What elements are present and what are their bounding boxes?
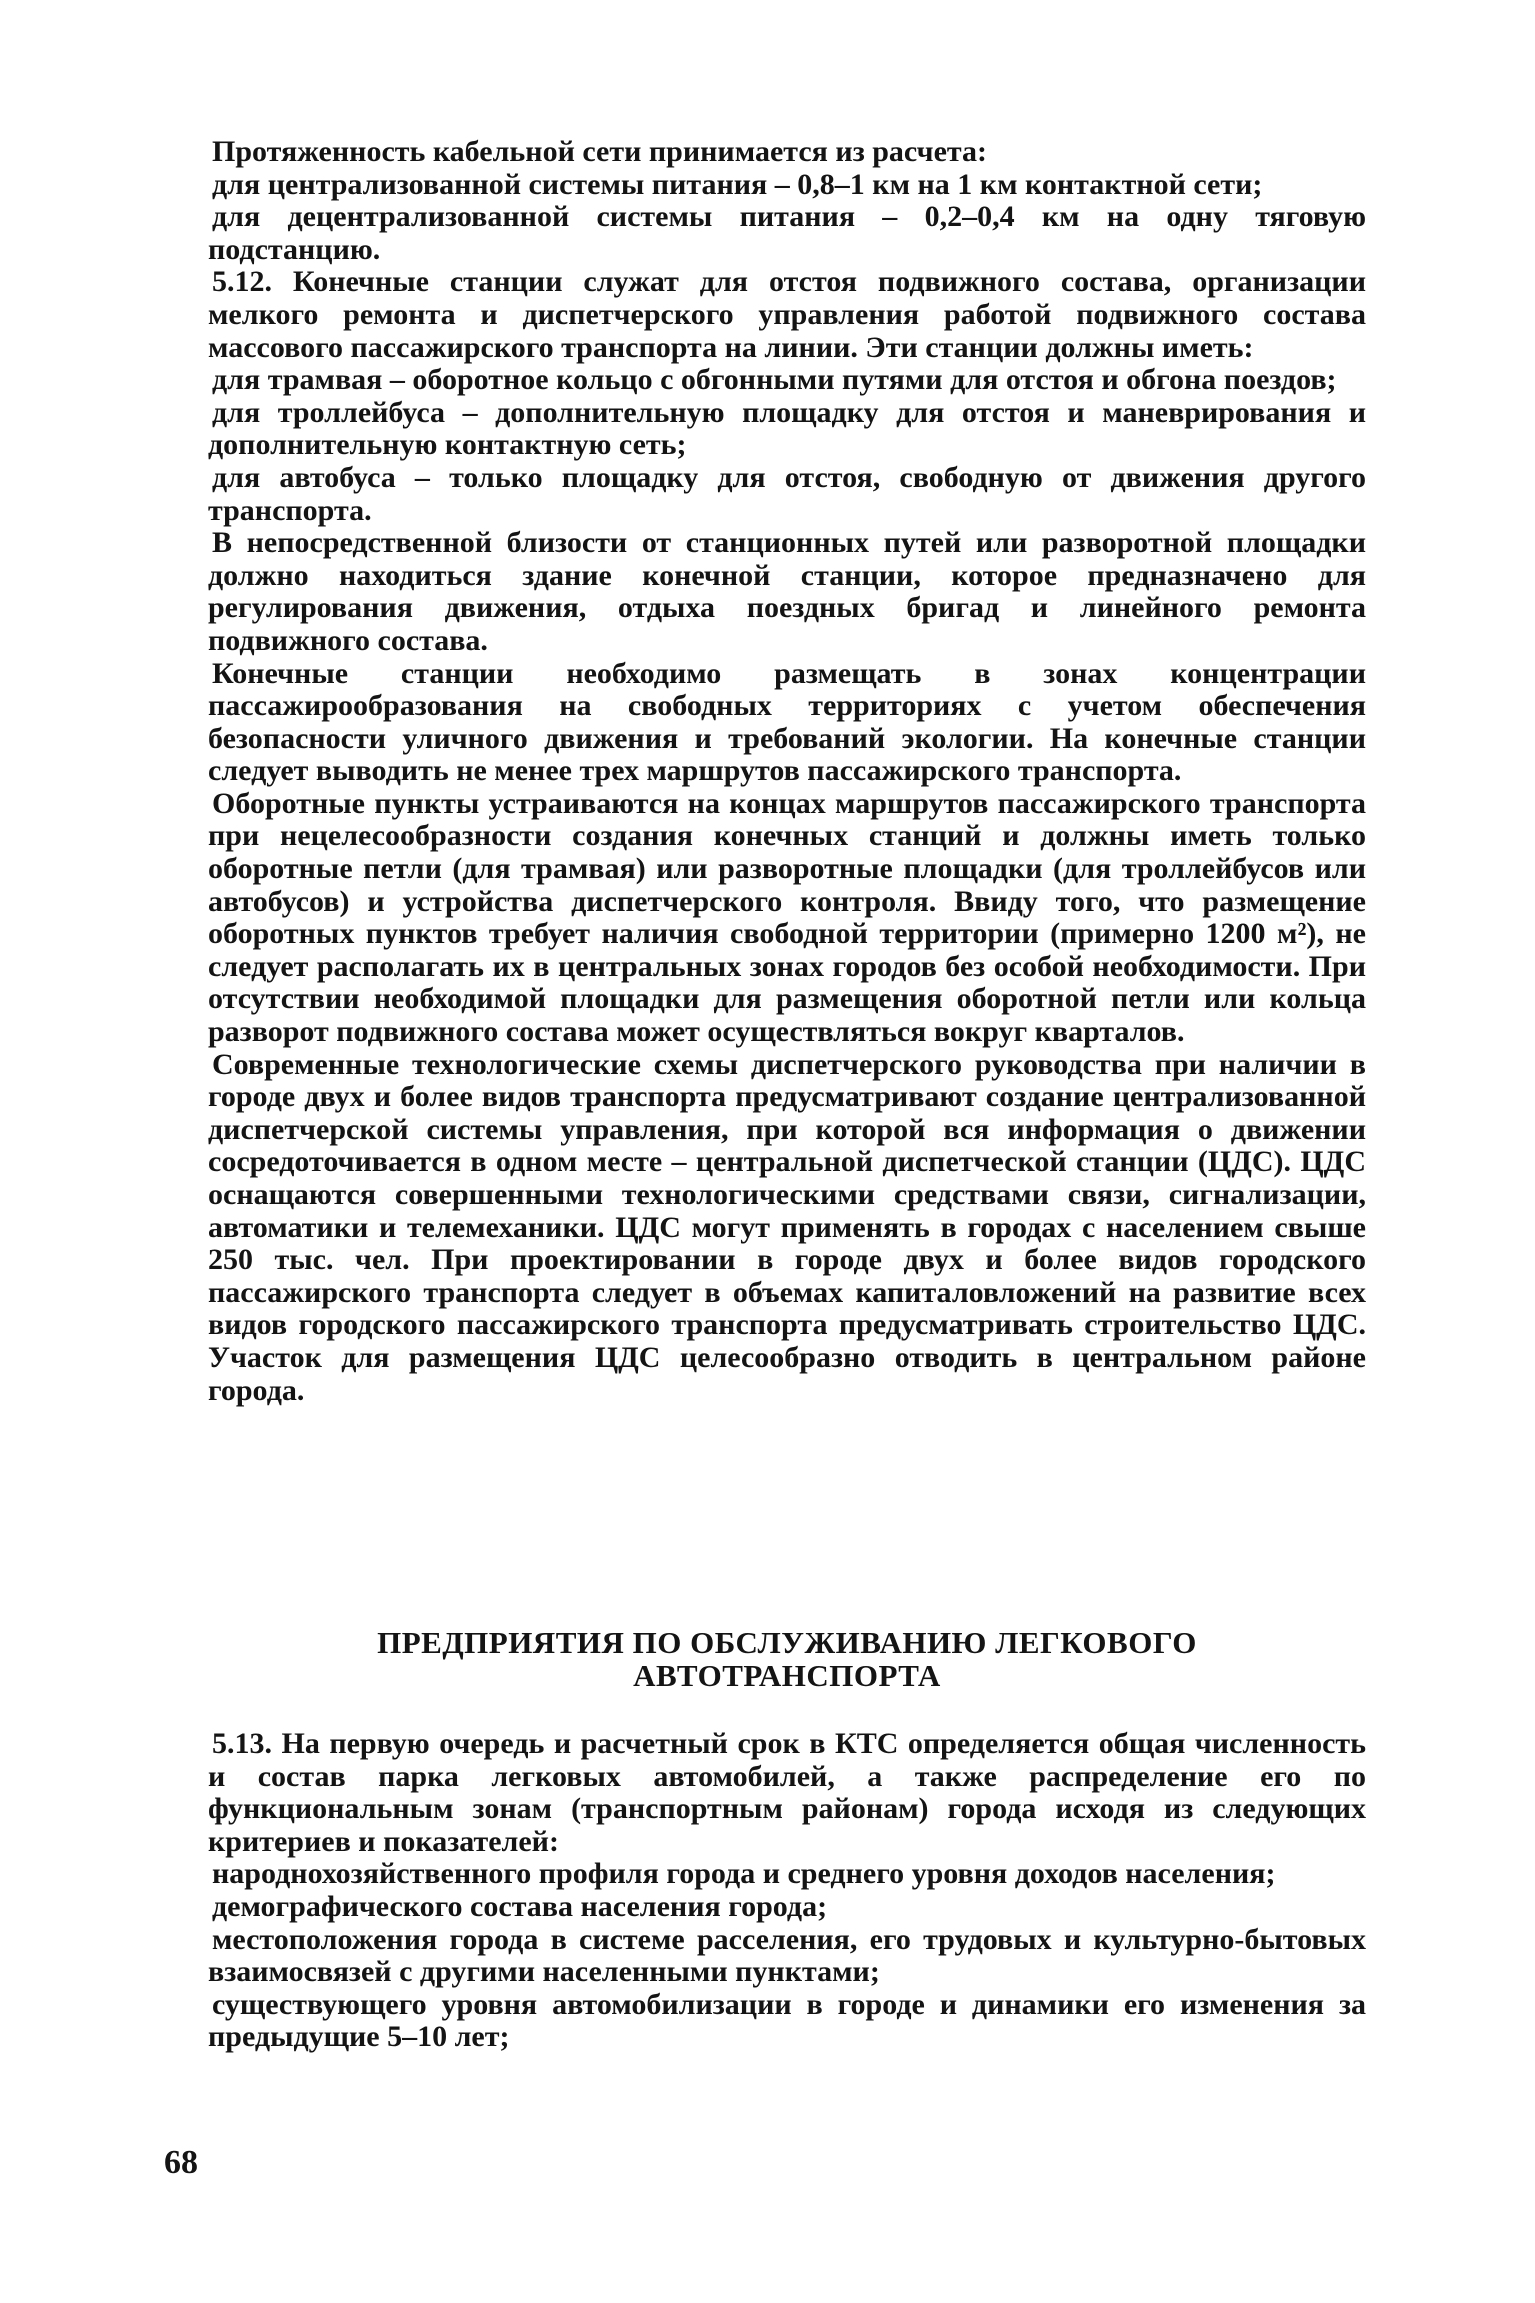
paragraph: демографического состава населения города; <box>212 1889 828 1923</box>
section-1-text <box>208 136 1366 1407</box>
paragraph: Современные технологические схемы диспетчерского руководства при наличии в городе двух и более видов транспорта предусматривают создание централизованной диспетчерской системы управления, при которой вся информация о движении сосредоточивается в одном месте – центральной диспетческой станции (ЦДС). ЦДС оснащаются совершенными технологическими средствами связи, сигнализации, автоматики и телемеханики. ЦДС могут применять в городах с населением свыше 250 тыс. чел. При проектировании в городе двух и более видов городского пассажирского транспорта следует в объемах капиталовложений на развитие всех видов городского пассажирского транспорта предусматривать строительство ЦДС. Участок для размещения ЦДС целесообразно отводить в центральном районе города. <box>208 1047 1366 1407</box>
paragraph: Оборотные пункты устраиваются на концах маршрутов пассажирского транспорта при нецелесообразности создания конечных станций и должны иметь только оборотные петли (для трамвая) или разворотные площадки (для троллейбусов или автобусов) и устройства диспетчерского контроля. Ввиду того, что размещение оборотных пунктов требует наличия свободной территории (примерно 1200 м²), не следует располагать их в центральных зонах городов без особой необходимости. При отсутствии необходимой площадки для размещения оборотной петли или кольца разворот подвижного состава может осуществляться вокруг кварталов. <box>208 786 1366 1049</box>
section-2-text <box>208 1728 1366 2054</box>
paragraph: местоположения города в системе расселения, его трудовых и культурно-бытовых взаимосвязей с другими населенными пунктами; <box>208 1922 1366 1989</box>
paragraph: для автобуса – только площадку для отстоя, свободную от движения другого транспорта. <box>208 460 1366 527</box>
heading-line-2: АВТОТРАНСПОРТА <box>633 1658 941 1693</box>
paragraph: Протяженность кабельной сети принимается из расчета: <box>212 135 987 168</box>
paragraph: для децентрализованной системы питания – 0,2–0,4 км на одну тяговую подстанцию. <box>208 200 1366 266</box>
paragraph: существующего уровня автомобилизации в городе и динамики его изменения за предыдущие 5–10 лет; <box>208 1987 1366 2054</box>
paragraph: 5.13. На первую очередь и расчетный срок в КТС определяется общая численность и состав парка легковых автомобилей, а также распределение его по функциональным зонам (транспортным районам) города исходя из следующих критериев и показателей: <box>208 1727 1366 1858</box>
heading-line-1: ПРЕДПРИЯТИЯ ПО ОБСЛУЖИВАНИЮ ЛЕГКОВОГО <box>377 1625 1197 1660</box>
paragraph: Конечные станции необходимо размещать в зонах концентрации пассажирообразования на свободных территориях с учетом обеспечения безопасности уличного движения и требований экологии. На конечные станции следует выводить не менее трех маршрутов пассажирского транспорта. <box>208 656 1366 788</box>
paragraph: В непосредственной близости от станционных путей или разворотной площадки должно находиться здание конечной станции, которое предназначено для регулирования движения, отдыха поездных бригад и линейного ремонта подвижного состава. <box>208 526 1366 657</box>
paragraph: 5.12. Конечные станции служат для отстоя подвижного состава, организации мелкого ремонта и диспетчерского управления работой подвижного состава массового пассажирского транспорта на линии. Эти станции должны иметь: <box>208 265 1366 364</box>
paragraph: народнохозяйственного профиля города и среднего уровня доходов населения; <box>212 1857 1276 1891</box>
paragraph: для троллейбуса – дополнительную площадку для отстоя и маневрирования и дополнительную контактную сеть; <box>208 395 1366 462</box>
section-heading <box>208 1626 1366 1692</box>
paragraph: для трамвая – оборотное кольцо с обгонными путями для отстоя и обгона поездов; <box>212 363 1337 397</box>
page-number: 68 <box>164 2144 198 2181</box>
paragraph: для централизованной системы питания – 0,8–1 км на 1 км контактной сети; <box>212 167 1263 201</box>
